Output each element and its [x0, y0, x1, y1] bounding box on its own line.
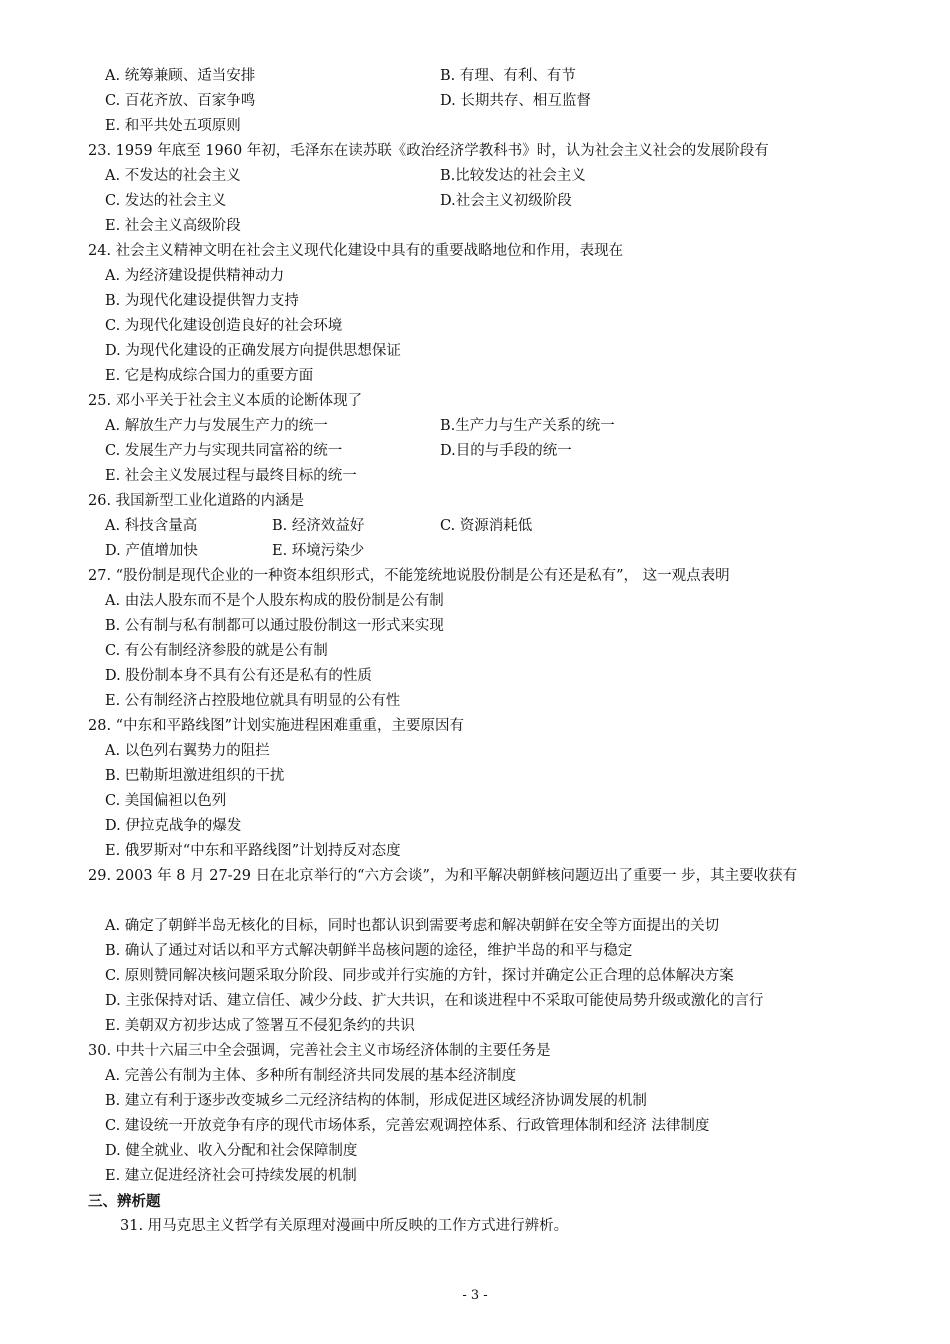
q23-option-e: E. 社会主义高级阶段 [105, 218, 241, 234]
q22-option-d: D. 长期共存、相互监督 [440, 93, 591, 109]
q25-option-a: A. 解放生产力与发展生产力的统一 [105, 418, 328, 434]
q29-option-d: D. 主张保持对话、建立信任、减少分歧、扩大共识，在和谈进程中不采取可能使局势升级或激化的言行 [105, 993, 764, 1009]
q24-option-e: E. 它是构成综合国力的重要方面 [105, 368, 314, 384]
q26-option-b: B. 经济效益好 [272, 518, 365, 534]
q22-option-a: A. 统筹兼顾、适当安排 [105, 68, 256, 84]
q25-stem: 25. 邓小平关于社会主义本质的论断体现了 [88, 393, 363, 409]
q27-option-a: A. 由法人股东而不是个人股东构成的股份制是公有制 [105, 593, 444, 609]
q27-option-e: E. 公有制经济占控股地位就具有明显的公有性 [105, 693, 401, 709]
q26-option-a: A. 科技含量高 [105, 518, 198, 534]
q22-option-e: E. 和平共处五项原则 [105, 118, 241, 134]
q24-stem: 24. 社会主义精神文明在社会主义现代化建设中具有的重要战略地位和作用，表现在 [88, 243, 624, 259]
q25-option-c: C. 发展生产力与实现共同富裕的统一 [105, 443, 343, 459]
section-heading: 三、辨析题 [88, 1193, 161, 1210]
q26-option-d: D. 产值增加快 [105, 543, 198, 559]
q26-stem: 26. 我国新型工业化道路的内涵是 [88, 493, 305, 509]
q31-stem: 31. 用马克思主义哲学有关原理对漫画中所反映的工作方式进行辨析。 [120, 1218, 569, 1234]
q23-stem: 23. 1959 年底至 1960 年初，毛泽东在读苏联《政治经济学教科书》时，认为社会主义社会的发展阶段有 [88, 143, 769, 159]
q27-option-d: D. 股份制本身不具有公有还是私有的性质 [105, 668, 372, 684]
q30-option-d: D. 健全就业、收入分配和社会保障制度 [105, 1143, 358, 1159]
q24-option-a: A. 为经济建设提供精神动力 [105, 268, 285, 284]
q24-option-d: D. 为现代化建设的正确发展方向提供思想保证 [105, 343, 401, 359]
q25-option-e: E. 社会主义发展过程与最终目标的统一 [105, 468, 357, 484]
q29-stem: 29. 2003 年 8 月 27-29 日在北京举行的“六方会谈”，为和平解决朝鲜核问题迈出了重要一 步，其主要收获有 [88, 868, 798, 884]
q27-stem: 27. “股份制是现代企业的一种资本组织形式，不能笼统地说股份制是公有还是私有”， 这一观点表明 [88, 568, 730, 584]
q22-option-b: B. 有理、有利、有节 [440, 68, 576, 84]
q25-option-d: D.目的与手段的统一 [440, 443, 572, 459]
q27-option-b: B. 公有制与私有制都可以通过股份制这一形式来实现 [105, 618, 444, 634]
q30-option-c: C. 建设统一开放竞争有序的现代市场体系，完善宏观调控体系、行政管理体制和经济 法律制度 [105, 1118, 710, 1134]
q28-stem: 28. “中东和平路线图”计划实施进程困难重重，主要原因有 [88, 718, 464, 734]
q24-option-b: B. 为现代化建设提供智力支持 [105, 293, 299, 309]
q28-option-a: A. 以色列右翼势力的阻拦 [105, 743, 270, 759]
q28-option-c: C. 美国偏袒以色列 [105, 793, 227, 809]
q23-option-b: B.比较发达的社会主义 [440, 168, 586, 184]
page-number: - 3 - [462, 1288, 488, 1303]
q25-option-b: B.生产力与生产关系的统一 [440, 418, 615, 434]
q23-option-a: A. 不发达的社会主义 [105, 168, 241, 184]
q22-option-c: C. 百花齐放、百家争鸣 [105, 93, 256, 109]
q29-option-c: C. 原则赞同解决核问题采取分阶段、同步或并行实施的方针，探讨并确定公正合理的总体解决方案 [105, 968, 734, 984]
q26-option-c: C. 资源消耗低 [440, 518, 533, 534]
q23-option-d: D.社会主义初级阶段 [440, 193, 572, 209]
q27-option-c: C. 有公有制经济参股的就是公有制 [105, 643, 328, 659]
q26-option-e: E. 环境污染少 [272, 543, 365, 559]
q28-option-d: D. 伊拉克战争的爆发 [105, 818, 242, 834]
q28-option-b: B. 巴勒斯坦激进组织的干扰 [105, 768, 285, 784]
q29-option-e: E. 美朝双方初步达成了签署互不侵犯条约的共识 [105, 1018, 415, 1034]
q30-stem: 30. 中共十六届三中全会强调，完善社会主义市场经济体制的主要任务是 [88, 1043, 551, 1059]
q24-option-c: C. 为现代化建设创造良好的社会环境 [105, 318, 343, 334]
q28-option-e: E. 俄罗斯对“中东和平路线图”计划持反对态度 [105, 843, 401, 859]
q30-option-b: B. 建立有利于逐步改变城乡二元经济结构的体制，形成促进区域经济协调发展的机制 [105, 1093, 647, 1109]
q30-option-a: A. 完善公有制为主体、多种所有制经济共同发展的基本经济制度 [105, 1068, 517, 1084]
q23-option-c: C. 发达的社会主义 [105, 193, 227, 209]
q29-option-b: B. 确认了通过对话以和平方式解决朝鲜半岛核问题的途径，维护半岛的和平与稳定 [105, 943, 633, 959]
q29-option-a: A. 确定了朝鲜半岛无核化的目标，同时也都认识到需要考虑和解决朝鲜在安全等方面提出的关切 [105, 918, 720, 934]
q30-option-e: E. 建立促进经济社会可持续发展的机制 [105, 1168, 357, 1184]
